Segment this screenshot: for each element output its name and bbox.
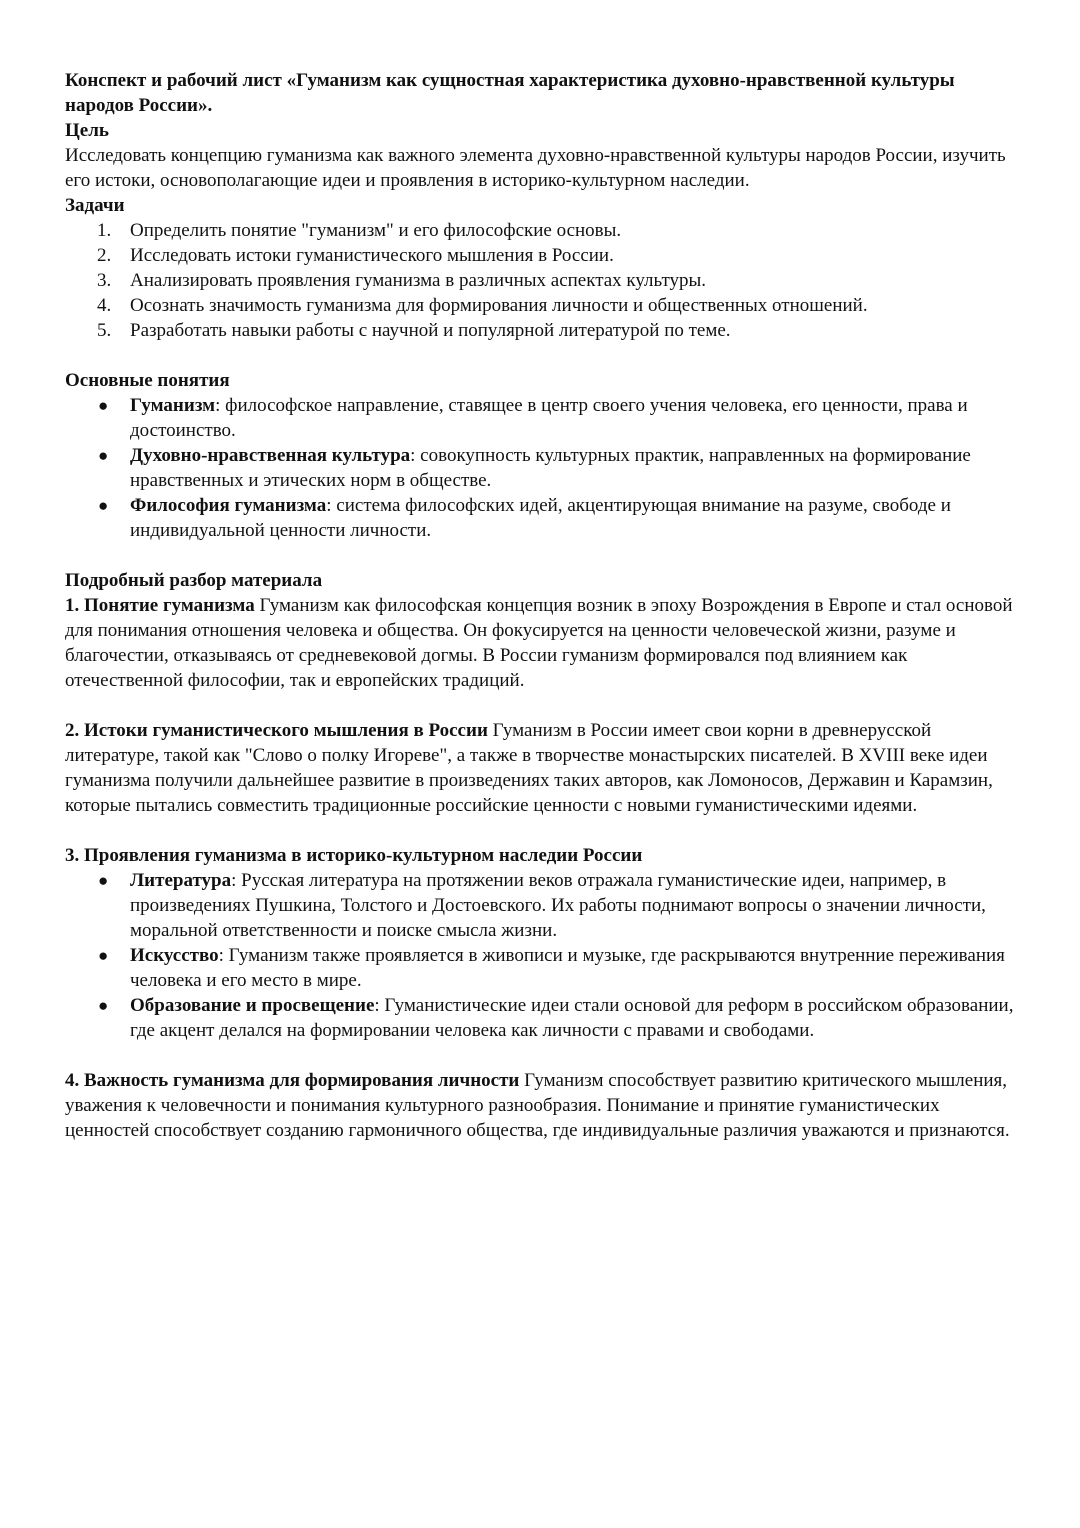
- bullet-icon: ●: [98, 396, 109, 415]
- aspect-term: Литература: [130, 870, 232, 891]
- section-2: [65, 718, 1015, 818]
- bullet-icon: ●: [98, 871, 109, 890]
- spacer: [65, 818, 1015, 843]
- concept-term: Гуманизм: [130, 395, 216, 416]
- document-page: [65, 68, 1015, 1143]
- bullet-icon: ●: [98, 496, 109, 515]
- spacer: [65, 543, 1015, 568]
- section-4-title: 4. Важность гуманизма для формирования личности: [65, 1070, 520, 1091]
- aspect-term: Искусство: [130, 945, 219, 966]
- spacer: [65, 1043, 1015, 1068]
- list-number: 2.: [97, 245, 112, 266]
- aspect-term: Образование и просвещение: [130, 995, 375, 1016]
- spacer: [65, 693, 1015, 718]
- list-item-text: Определить понятие "гуманизм" и его философские основы.: [130, 220, 622, 241]
- goal-heading: Цель: [65, 120, 109, 141]
- section-1: [65, 593, 1015, 693]
- list-number: 3.: [97, 270, 112, 291]
- list-number: 1.: [97, 220, 112, 241]
- spacer: [65, 343, 1015, 368]
- aspect-text: : Гуманизм также проявляется в живописи и музыке, где раскрываются внутренние переживания человека и его место в мире.: [130, 945, 1005, 991]
- list-item-text: Осознать значимость гуманизма для формирования личности и общественных отношений.: [130, 295, 868, 316]
- list-item: [65, 243, 1015, 268]
- section-1-text: Гуманизм как философская концепция возник в эпоху Возрождения в Европе и стал основой для понимания отношения человека и общества. Он фокусируется на ценности человеческой жизни, разуме и благочестии, отказываясь от средневековой догмы. В России гуманизм формировался под влиянием как отечественной философии, так и европейских традиций.: [65, 595, 1013, 691]
- tasks-heading: Задачи: [65, 195, 125, 216]
- list-number: 5.: [97, 320, 112, 341]
- list-item-text: Исследовать истоки гуманистического мышления в России.: [130, 245, 614, 266]
- tasks-list: [65, 218, 1015, 343]
- bullet-icon: ●: [98, 446, 109, 465]
- concept-term: Философия гуманизма: [130, 495, 327, 516]
- list-item: [65, 393, 1015, 443]
- list-item-text: Разработать навыки работы с научной и популярной литературой по теме.: [130, 320, 731, 341]
- concept-definition: : совокупность культурных практик, направленных на формирование нравственных и этических норм в обществе.: [130, 445, 971, 491]
- concept-definition: : философское направление, ставящее в центр своего учения человека, его ценности, права и достоинство.: [130, 395, 968, 441]
- document-title: Конспект и рабочий лист «Гуманизм как сущностная характеристика духовно-нравственной культуры народов России».: [65, 70, 955, 116]
- list-item: [65, 993, 1015, 1043]
- list-number: 4.: [97, 295, 112, 316]
- aspect-text: : Русская литература на протяжении веков отражала гуманистические идеи, например, в произведениях Пушкина, Толстого и Достоевского. Их работы поднимают вопросы о значении личности, моральной ответственности и поиске смысла жизни.: [130, 870, 986, 941]
- list-item: [65, 293, 1015, 318]
- list-item: [65, 943, 1015, 993]
- section-2-title: 2. Истоки гуманистического мышления в России: [65, 720, 488, 741]
- list-item-text: Анализировать проявления гуманизма в различных аспектах культуры.: [130, 270, 707, 291]
- bullet-icon: ●: [98, 996, 109, 1015]
- concepts-list: [65, 393, 1015, 543]
- list-item: [65, 318, 1015, 343]
- goal-text: Исследовать концепцию гуманизма как важного элемента духовно-нравственной культуры народов России, изучить его истоки, основополагающие идеи и проявления в историко-культурном наследии.: [65, 145, 1006, 191]
- section-4: [65, 1068, 1015, 1143]
- list-item: [65, 268, 1015, 293]
- bullet-icon: ●: [98, 946, 109, 965]
- list-item: [65, 218, 1015, 243]
- concept-definition: : система философских идей, акцентирующая внимание на разуме, свободе и индивидуальной ценности личности.: [130, 495, 951, 541]
- section-2-text: Гуманизм в России имеет свои корни в древнерусской литературе, такой как "Слово о полку Игореве", а также в творчестве монастырских писателей. В XVIII веке идеи гуманизма получили дальнейшее развитие в произведениях таких авторов, как Ломоносов, Державин и Карамзин, которые пытались совместить традиционные российские ценности с новыми гуманистическими идеями.: [65, 720, 993, 816]
- section-3-title: 3. Проявления гуманизма в историко-культурном наследии России: [65, 845, 643, 866]
- list-item: [65, 493, 1015, 543]
- section-4-text: Гуманизм способствует развитию критического мышления, уважения к человечности и понимания культурного разнообразия. Понимание и принятие гуманистических ценностей способствует созданию гармоничного общества, где индивидуальные различия уважаются и признаются.: [65, 1070, 1010, 1141]
- concept-term: Духовно-нравственная культура: [130, 445, 411, 466]
- section-3-list: [65, 868, 1015, 1043]
- aspect-text: : Гуманистические идеи стали основой для реформ в российском образовании, где акцент делался на формировании человека как личности с правами и свободами.: [130, 995, 1014, 1041]
- list-item: [65, 443, 1015, 493]
- concepts-heading: Основные понятия: [65, 370, 230, 391]
- analysis-heading: Подробный разбор материала: [65, 570, 323, 591]
- section-1-title: 1. Понятие гуманизма: [65, 595, 255, 616]
- list-item: [65, 868, 1015, 943]
